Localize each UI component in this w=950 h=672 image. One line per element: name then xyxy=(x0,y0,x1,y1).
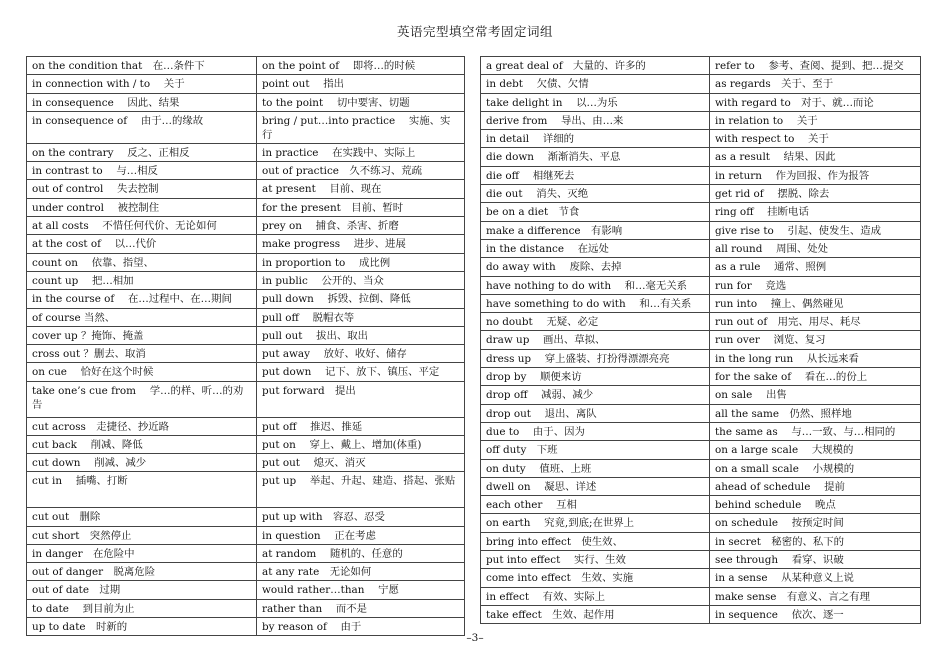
table-row xyxy=(27,472,465,508)
phrase-cell: have nothing to do with 和…毫无关系 xyxy=(481,276,710,294)
phrase-cell: the same as 与…一致、与…相同的 xyxy=(710,422,921,440)
phrase-cell: take one’s cue from 学…的样、听…的劝告 xyxy=(27,381,257,417)
phrase-cell: in the course of 在…过程中、在…期间 xyxy=(27,290,257,308)
phrase-cell: count on 依靠、指望、 xyxy=(27,253,257,271)
phrase-cell: out of date 过期 xyxy=(27,581,257,599)
phrase-cell: make sense 有意义、言之有理 xyxy=(710,587,921,605)
phrase-cell: dwell on 凝思、详述 xyxy=(481,477,710,495)
phrase-cell: in effect 有效、实际上 xyxy=(481,587,710,605)
phrase-cell: on the point of 即将…的时候 xyxy=(257,57,465,75)
phrase-cell: in relation to 关于 xyxy=(710,111,921,129)
table-row xyxy=(481,459,921,477)
table-row xyxy=(27,143,465,161)
phrase-cell: in consequence of 由于…的缘故 xyxy=(27,111,257,143)
phrase-cell: drop out 退出、离队 xyxy=(481,404,710,422)
table-row xyxy=(27,75,465,93)
table-row xyxy=(27,217,465,235)
phrase-cell: drop by 顺便来访 xyxy=(481,368,710,386)
table-row xyxy=(481,496,921,514)
phrase-cell: prey on 捕食、杀害、折磨 xyxy=(257,217,465,235)
phrase-cell: by reason of 由于 xyxy=(257,618,465,636)
phrase-cell: pull down 拆毁、拉倒、降低 xyxy=(257,290,465,308)
phrase-cell: in connection with / to 关于 xyxy=(27,75,257,93)
phrase-cell: take delight in 以…为乐 xyxy=(481,93,710,111)
table-row xyxy=(481,294,921,312)
table-row xyxy=(481,166,921,184)
phrase-cell: of course 当然、 xyxy=(27,308,257,326)
phrase-cell: put forward 提出 xyxy=(257,381,465,417)
phrase-cell: in secret 秘密的、私下的 xyxy=(710,532,921,550)
table-row xyxy=(481,349,921,367)
phrase-cell: die down 渐渐消失、平息 xyxy=(481,148,710,166)
phrase-cell: cover up ？掩饰、掩盖 xyxy=(27,326,257,344)
phrase-cell: run out of 用完、用尽、耗尽 xyxy=(710,313,921,331)
phrase-cell: at random 随机的、任意的 xyxy=(257,544,465,562)
phrase-cell: put into effect 实行、生效 xyxy=(481,551,710,569)
phrase-cell: come into effect 生效、实施 xyxy=(481,569,710,587)
table-row xyxy=(27,253,465,271)
phrase-cell: bring into effect 使生效、 xyxy=(481,532,710,550)
table-row xyxy=(27,93,465,111)
phrase-cell: for the sake of 看在…的份上 xyxy=(710,368,921,386)
phrase-cell: up to date 时新的 xyxy=(27,618,257,636)
phrase-cell: each other 互相 xyxy=(481,496,710,514)
phrase-cell: on sale 出售 xyxy=(710,386,921,404)
table-row xyxy=(27,271,465,289)
phrase-cell: dress up 穿上盛装、打扮得漂漂亮亮 xyxy=(481,349,710,367)
table-row xyxy=(481,276,921,294)
phrase-cell: on the condition that 在…条件下 xyxy=(27,57,257,75)
phrase-cell: for the present 目前、暂时 xyxy=(257,198,465,216)
table-row xyxy=(27,454,465,472)
phrase-cell: under control 被控制住 xyxy=(27,198,257,216)
phrase-cell: put on 穿上、戴上、增加(体重) xyxy=(257,435,465,453)
phrase-cell: to date 到目前为止 xyxy=(27,599,257,617)
table-row xyxy=(27,563,465,581)
table-row xyxy=(27,381,465,417)
phrase-cell: ahead of schedule 提前 xyxy=(710,477,921,495)
phrase-cell: as a result 结果、因此 xyxy=(710,148,921,166)
table-row xyxy=(27,526,465,544)
phrase-cell: in practice 在实践中、实际上 xyxy=(257,143,465,161)
document-title: 英语完型填空常考固定词组 xyxy=(396,24,553,39)
phrase-cell: give rise to 引起、使发生、造成 xyxy=(710,221,921,239)
table-row xyxy=(27,198,465,216)
phrase-cell: off duty 下班 xyxy=(481,441,710,459)
table-row xyxy=(481,331,921,349)
phrase-cell: cut across 走捷径、抄近路 xyxy=(27,417,257,435)
phrase-cell: as regards 关于、至于 xyxy=(710,75,921,93)
table-row xyxy=(481,422,921,440)
phrase-cell: take effect 生效、起作用 xyxy=(481,605,710,623)
phrase-cell: do away with 废除、去掉 xyxy=(481,258,710,276)
phrase-cell: pull out 拔出、取出 xyxy=(257,326,465,344)
table-row xyxy=(27,180,465,198)
table-row xyxy=(481,605,921,623)
table-row xyxy=(481,130,921,148)
phrase-cell: derive from 导出、由…来 xyxy=(481,111,710,129)
phrase-cell: refer to 参考、查阅、提到、把…提交 xyxy=(710,57,921,75)
table-row xyxy=(481,185,921,203)
table-row xyxy=(481,386,921,404)
phrase-cell: put off 推迟、推延 xyxy=(257,417,465,435)
table-row xyxy=(481,57,921,75)
phrase-cell: in contrast to 与…相反 xyxy=(27,162,257,180)
table-row xyxy=(27,544,465,562)
table-row xyxy=(481,75,921,93)
table-row xyxy=(27,308,465,326)
phrase-cell: put up 举起、升起、建造、搭起、张贴 xyxy=(257,472,465,508)
phrase-cell: with regard to 对于、就…而论 xyxy=(710,93,921,111)
table-row xyxy=(27,290,465,308)
table-row xyxy=(27,417,465,435)
phrase-table-right xyxy=(480,56,921,624)
phrase-cell: bring / put…into practice 实施、实行 xyxy=(257,111,465,143)
phrase-cell: get rid of 摆脱、除去 xyxy=(710,185,921,203)
phrase-cell: all the same 仍然、照样地 xyxy=(710,404,921,422)
table-row xyxy=(27,581,465,599)
table-row xyxy=(481,221,921,239)
phrase-cell: make a difference 有影响 xyxy=(481,221,710,239)
phrase-cell: a great deal of 大量的、许多的 xyxy=(481,57,710,75)
phrase-cell: cross out ？删去、取消 xyxy=(27,345,257,363)
phrase-cell: would rather…than 宁愿 xyxy=(257,581,465,599)
table-row xyxy=(481,111,921,129)
phrase-cell: no doubt 无疑、必定 xyxy=(481,313,710,331)
phrase-cell: behind schedule 晚点 xyxy=(710,496,921,514)
phrase-cell: on a large scale 大规模的 xyxy=(710,441,921,459)
phrase-cell: see through 看穿、识破 xyxy=(710,551,921,569)
phrase-cell: due to 由于、因为 xyxy=(481,422,710,440)
phrase-cell: run for 竞选 xyxy=(710,276,921,294)
phrase-cell: on a small scale 小规模的 xyxy=(710,459,921,477)
table-row xyxy=(481,203,921,221)
page-number: –3– xyxy=(466,632,484,644)
phrase-cell: all round 周围、处处 xyxy=(710,239,921,257)
table-row xyxy=(27,111,465,143)
phrase-cell: cut short 突然停止 xyxy=(27,526,257,544)
phrase-cell: put away 放好、收好、储存 xyxy=(257,345,465,363)
phrase-cell: to the point 切中要害、切题 xyxy=(257,93,465,111)
table-row xyxy=(481,569,921,587)
phrase-cell: in public 公开的、当众 xyxy=(257,271,465,289)
phrase-cell: in question 正在考虑 xyxy=(257,526,465,544)
table-row xyxy=(481,514,921,532)
phrase-cell: out of practice 久不练习、荒疏 xyxy=(257,162,465,180)
phrase-cell: cut down 削减、减少 xyxy=(27,454,257,472)
table-row xyxy=(27,235,465,253)
table-row xyxy=(27,508,465,526)
phrase-cell: cut out 删除 xyxy=(27,508,257,526)
phrase-cell: in return 作为回报、作为报答 xyxy=(710,166,921,184)
table-row xyxy=(481,239,921,257)
table-row xyxy=(481,551,921,569)
phrase-cell: have something to do with 和…有关系 xyxy=(481,294,710,312)
phrase-table-left xyxy=(26,56,465,636)
phrase-cell: on cue 恰好在这个时候 xyxy=(27,363,257,381)
table-row xyxy=(481,93,921,111)
phrase-cell: cut in 插嘴、打断 xyxy=(27,472,257,508)
phrase-cell: in the distance 在远处 xyxy=(481,239,710,257)
phrase-cell: point out 指出 xyxy=(257,75,465,93)
table-row xyxy=(481,532,921,550)
phrase-cell: be on a diet 节食 xyxy=(481,203,710,221)
phrase-cell: put down 记下、放下、镇压、平定 xyxy=(257,363,465,381)
phrase-cell: as a rule 通常、照例 xyxy=(710,258,921,276)
phrase-cell: in debt 欠债、欠情 xyxy=(481,75,710,93)
phrase-cell: at any rate 无论如何 xyxy=(257,563,465,581)
phrase-cell: ring off 挂断电话 xyxy=(710,203,921,221)
table-row xyxy=(481,258,921,276)
table-row xyxy=(27,345,465,363)
table-row xyxy=(481,404,921,422)
phrase-cell: die out 消失、灭绝 xyxy=(481,185,710,203)
phrase-cell: cut back 削减、降低 xyxy=(27,435,257,453)
table-row xyxy=(481,587,921,605)
table-row xyxy=(27,326,465,344)
phrase-cell: pull off 脱帽衣等 xyxy=(257,308,465,326)
phrase-cell: put up with 容忍、忍受 xyxy=(257,508,465,526)
table-row xyxy=(27,435,465,453)
phrase-cell: out of danger 脱离危险 xyxy=(27,563,257,581)
phrase-cell: in the long run 从长远来看 xyxy=(710,349,921,367)
table-row xyxy=(481,148,921,166)
phrase-cell: run into 撞上、偶然碰见 xyxy=(710,294,921,312)
phrase-cell: run over 浏览、复习 xyxy=(710,331,921,349)
phrase-cell: put out 熄灭、消灭 xyxy=(257,454,465,472)
phrase-cell: on earth 究竟,到底;在世界上 xyxy=(481,514,710,532)
table-row xyxy=(27,57,465,75)
phrase-cell: make progress 进步、进展 xyxy=(257,235,465,253)
phrase-cell: out of control 失去控制 xyxy=(27,180,257,198)
table-row xyxy=(481,477,921,495)
phrase-cell: with respect to 关于 xyxy=(710,130,921,148)
phrase-cell: rather than 而不是 xyxy=(257,599,465,617)
phrase-cell: at the cost of 以…代价 xyxy=(27,235,257,253)
phrase-cell: die off 相继死去 xyxy=(481,166,710,184)
phrase-cell: in danger 在危险中 xyxy=(27,544,257,562)
phrase-cell: on schedule 按预定时间 xyxy=(710,514,921,532)
phrase-cell: in sequence 依次、逐一 xyxy=(710,605,921,623)
phrase-cell: count up 把…相加 xyxy=(27,271,257,289)
table-row xyxy=(27,162,465,180)
table-row xyxy=(481,368,921,386)
phrase-cell: drop off 减弱、减少 xyxy=(481,386,710,404)
table-row xyxy=(27,363,465,381)
table-row xyxy=(27,599,465,617)
table-row xyxy=(481,313,921,331)
phrase-cell: in detail 详细的 xyxy=(481,130,710,148)
phrase-cell: draw up 画出、草拟、 xyxy=(481,331,710,349)
phrase-cell: on duty 值班、上班 xyxy=(481,459,710,477)
phrase-cell: in consequence 因此、结果 xyxy=(27,93,257,111)
phrase-cell: at present 目前、现在 xyxy=(257,180,465,198)
phrase-cell: in a sense 从某种意义上说 xyxy=(710,569,921,587)
phrase-cell: on the contrary 反之、正相反 xyxy=(27,143,257,161)
phrase-cell: at all costs 不惜任何代价、无论如何 xyxy=(27,217,257,235)
phrase-cell: in proportion to 成比例 xyxy=(257,253,465,271)
table-row xyxy=(481,441,921,459)
